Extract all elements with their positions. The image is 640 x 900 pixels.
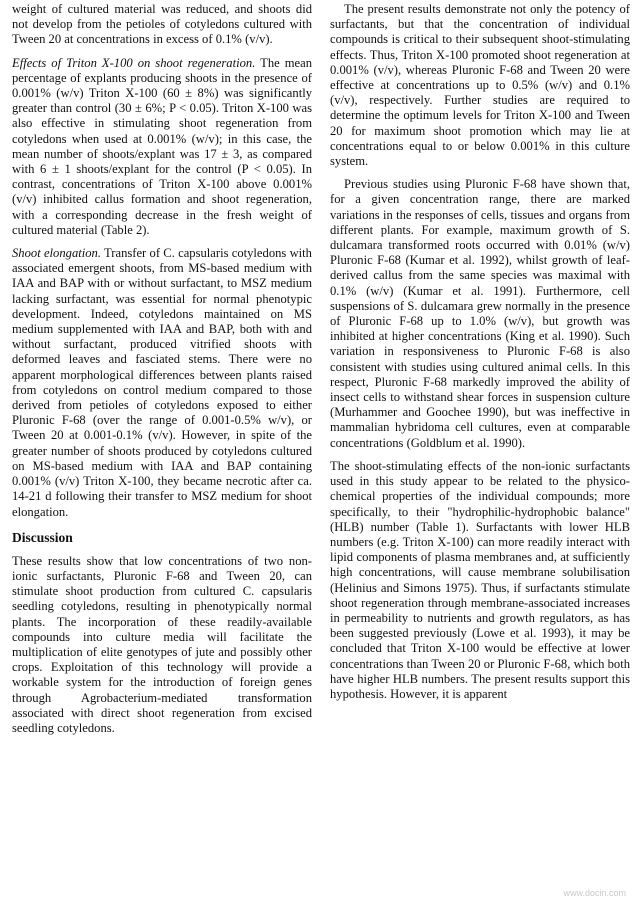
run-in-heading-triton: Effects of Triton X-100 on shoot regeneration. <box>12 55 256 70</box>
left-column <box>12 2 312 900</box>
paragraph-hlb-number: The shoot-stimulating effects of the non-ionic surfactants used in this study appear to be related to the physico-chemical properties of the individual compounds; more specifically, to their "hydrophilic-hydrophobic balance" (HLB) number (Table 1). Surfactants with lower HLB numbers (e.g. Triton X-100) can more readily interact with lipid components of plasma membranes and, at sufficiently high concentrations, will cause membrane solubilisation (Helinius and Simons 1975). Thus, if surfactants stimulate shoot regeneration through membrane-associated increases in permeability to nutrients and growth regulators, as has been suggested previously (Lowe et al. 1993), it may be concluded that Triton X-100 would be effective at lower concentrations than Tween 20 or Pluronic F-68, which both have higher HLB numbers. The present results support this hypothesis. However, it is apparent <box>330 458 630 701</box>
right-column <box>330 2 630 900</box>
paragraph-surfactant-potency: The present results demonstrate not only the potency of surfactants, but that the concentration of individual compounds is critical to their subsequent shoot-stimulating effects. Thus, Triton X-100 promoted shoot regeneration at 0.001% (v/v), whereas Pluronic F-68 and Tween 20 were effective at concentrations up to 0.5% (w/v) and 0.1% (v/v), respectively. Further studies are required to determine the optimum levels for Triton X-100 and Tween 20 for maximum shoot promotion which may lie at concentrations equal to or below 0.001% in this culture system. <box>330 2 630 169</box>
section-heading-discussion: Discussion <box>12 529 73 545</box>
paragraph-discussion-intro: These results show that low concentrations of two non-ionic surfactants, Pluronic F-68 and Tween 20, can stimulate shoot production from cultured C. capsularis seedling cotyledons, resulting in phenotypically normal plants. The incorporation of these readily-available compounds into culture media will facilitate the multiplication of elite genotypes of jute and possibly other crops. Exploitation of this technology will provide a workable system for the introduction of foreign genes through Agrobacterium-mediated transformation associated with direct shoot regeneration from excised seedling cotyledons. <box>12 553 312 735</box>
paragraph-tween-continuation: weight of cultured material was reduced, and shoots did not develop from the petioles of cotyledons cultured with Tween 20 at concentrations in excess of 0.1% (v/v). <box>12 2 312 47</box>
paragraph-triton-body: The mean percentage of explants producing shoots in the presence of 0.001% (w/v) Triton X-100 (60 ± 8%) was significantly greater than control (30 ± 6%; P < 0.05). Triton X-100 was also effective in stimulating shoot regeneration from cotyledons when used at 0.001% (w/v); in this case, the mean number of shoots/explant was 17 ± 3, as compared with 6 ± 1 shoots/explant for the control (P < 0.05). In contrast, concentrations of Triton X-100 above 0.001% (v/v) inhibited callus formation and shoot regeneration, with a corresponding decrease in the fresh weight of cultured material (Table 2). <box>12 55 313 237</box>
paragraph-shoot-elongation <box>12 246 312 520</box>
paragraph-elongation-body: Transfer of C. capsularis cotyledons with associated emergent shoots, from MS-based medium with IAA and BAP with or without surfactant, to MSZ medium lacking surfactant, was essential for normal phenotypic development. Indeed, cotyledons maintained on MS medium supplemented with IAA and BAP, both with and without surfactant, produced vitrified shoots with deformed leaves and fasciated stems. There were no apparent morphological differences between plants raised from cotyledons on control medium compared to those derived from petioles of cotyledons exposed to either Pluronic F-68 (over the range of 0.001-0.5% w/v), or Tween 20 at 0.001-0.1% (v/v). However, in spite of the greater number of shoots produced by cotyledons cultured on MS-based medium with IAA and BAP containing 0.001% (v/v) Triton X-100, they became necrotic after ca. 14-21 d following their transfer to MSZ medium for shoot elongation. <box>12 246 312 519</box>
watermark-text: www.docin.com <box>563 888 626 898</box>
run-in-heading-elongation: Shoot elongation. <box>12 246 101 261</box>
paragraph-pluronic-studies: Previous studies using Pluronic F-68 have shown that, for a given concentration range, there are marked variations in the responses of cells, tissues and organs from different plants. For example, maximum growth of S. dulcamara transformed roots occurred with 0.01% (w/v) Pluronic F-68 (Kumar et al. 1992), whilst growth of leaf-derived callus from the same species was maximal with 0.1% (w/v) (Kumar et al. 1991). Furthermore, cell suspensions of S. dulcamara grew normally in the presence of Pluronic F-68 up to 1.0% (w/v), but growth was inhibited at higher concentrations (King et al. 1990). Such variation in responsiveness to Pluronic F-68 is also consistent with studies using cultured animal cells. In this respect, Pluronic F-68 markedly improved the ability of insect cells to withstand shear forces in suspension culture (Murhammer and Goochee 1990), but was ineffective in mammalian hybridoma cell cultures, even at comparable concentrations (Goldblum et al. 1990). <box>330 177 630 450</box>
paragraph-triton-effects <box>12 56 312 238</box>
